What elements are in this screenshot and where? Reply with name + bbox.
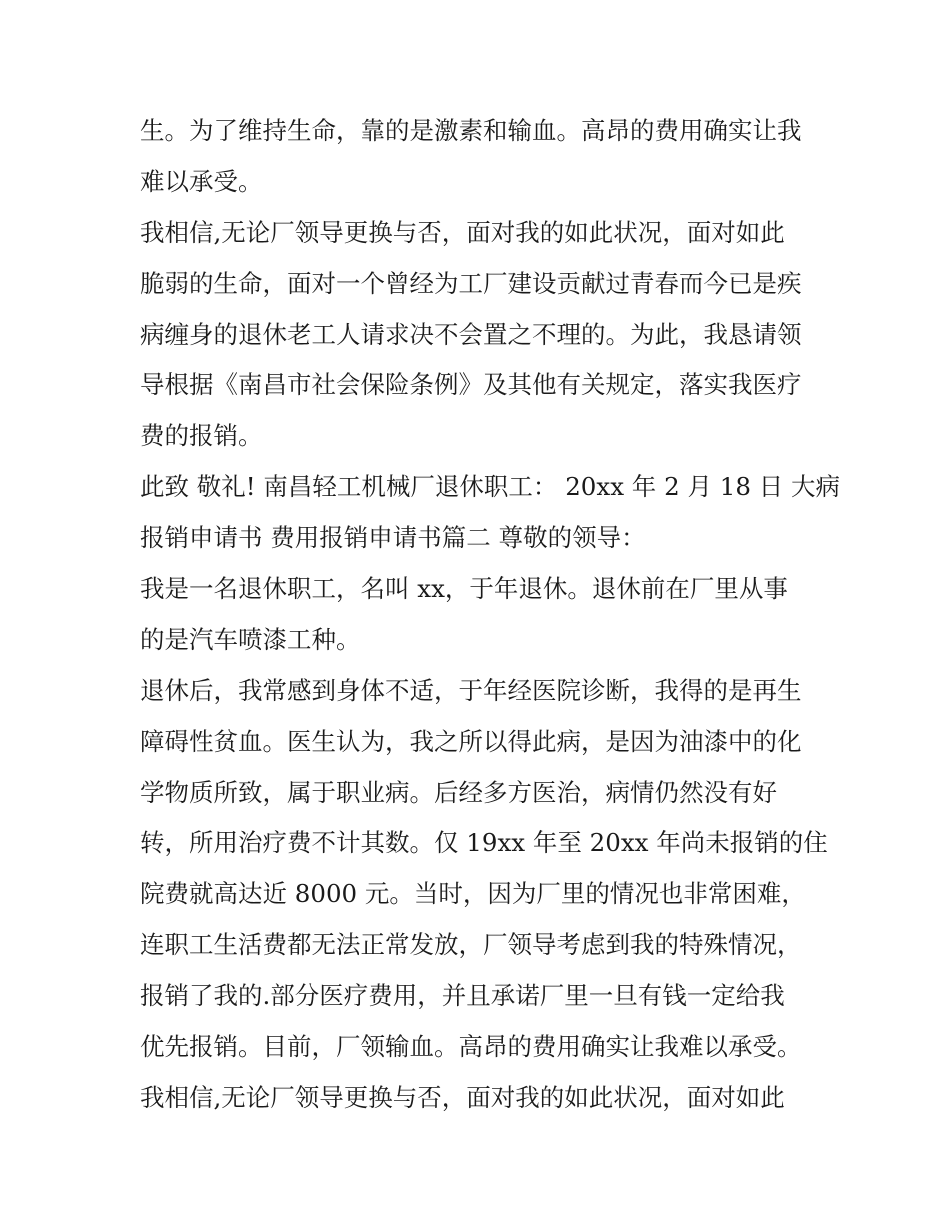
text-line: 转，所用治疗费不计其数。仅 19xx 年至 20xx 年尚未报销的住 [140, 828, 828, 858]
text-line: 退休后，我常感到身体不适，于年经医院诊断，我得的是再生 [140, 675, 802, 705]
text-line: 难以承受。 [140, 166, 263, 196]
text-line: 我相信,无论厂领导更换与否，面对我的如此状况，面对如此 [140, 1082, 785, 1112]
document-body [140, 106, 841, 1124]
text-line: 我是一名退休职工，名叫 xx，于年退休。退休前在厂里从事 [140, 574, 788, 604]
text-line: 生。为了维持生命，靠的是激素和输血。高昂的费用确实让我 [140, 116, 802, 145]
text-line: 病缠身的退休老工人请求决不会置之不理的。为此，我恳请领 [140, 319, 802, 349]
text-line: 导根据《南昌市社会保险条例》及其他有关规定，落实我医疗 [140, 370, 802, 400]
text-line: 费的报销。 [140, 421, 263, 451]
text-line: 此致 敬礼! 南昌轻工机械厂退休职工： 20xx 年 2 月 18 日 大病 [140, 472, 841, 502]
text-line: 连职工生活费都无法正常发放，厂领导考虑到我的特殊情况， [140, 930, 802, 960]
text-line: 脆弱的生命，面对一个曾经为工厂建设贡献过青春而今已是疾 [140, 268, 802, 298]
text-line: 学物质所致，属于职业病。后经多方医治，病情仍然没有好 [140, 777, 777, 807]
text-line: 报销了我的.部分医疗费用，并且承诺厂里一旦有钱一定给我 [140, 981, 785, 1011]
text-line: 报销申请书 费用报销申请书篇二 尊敬的领导： [140, 523, 646, 553]
text-line: 障碍性贫血。医生认为，我之所以得此病，是因为油漆中的化 [140, 726, 802, 756]
text-line: 我相信,无论厂领导更换与否，面对我的如此状况，面对如此 [140, 217, 785, 247]
text-line: 的是汽车喷漆工种。 [140, 624, 361, 654]
text-line: 优先报销。目前，厂领输血。高昂的费用确实让我难以承受。 [140, 1032, 802, 1062]
text-line: 院费就高达近 8000 元。当时，因为厂里的情况也非常困难， [140, 879, 806, 909]
